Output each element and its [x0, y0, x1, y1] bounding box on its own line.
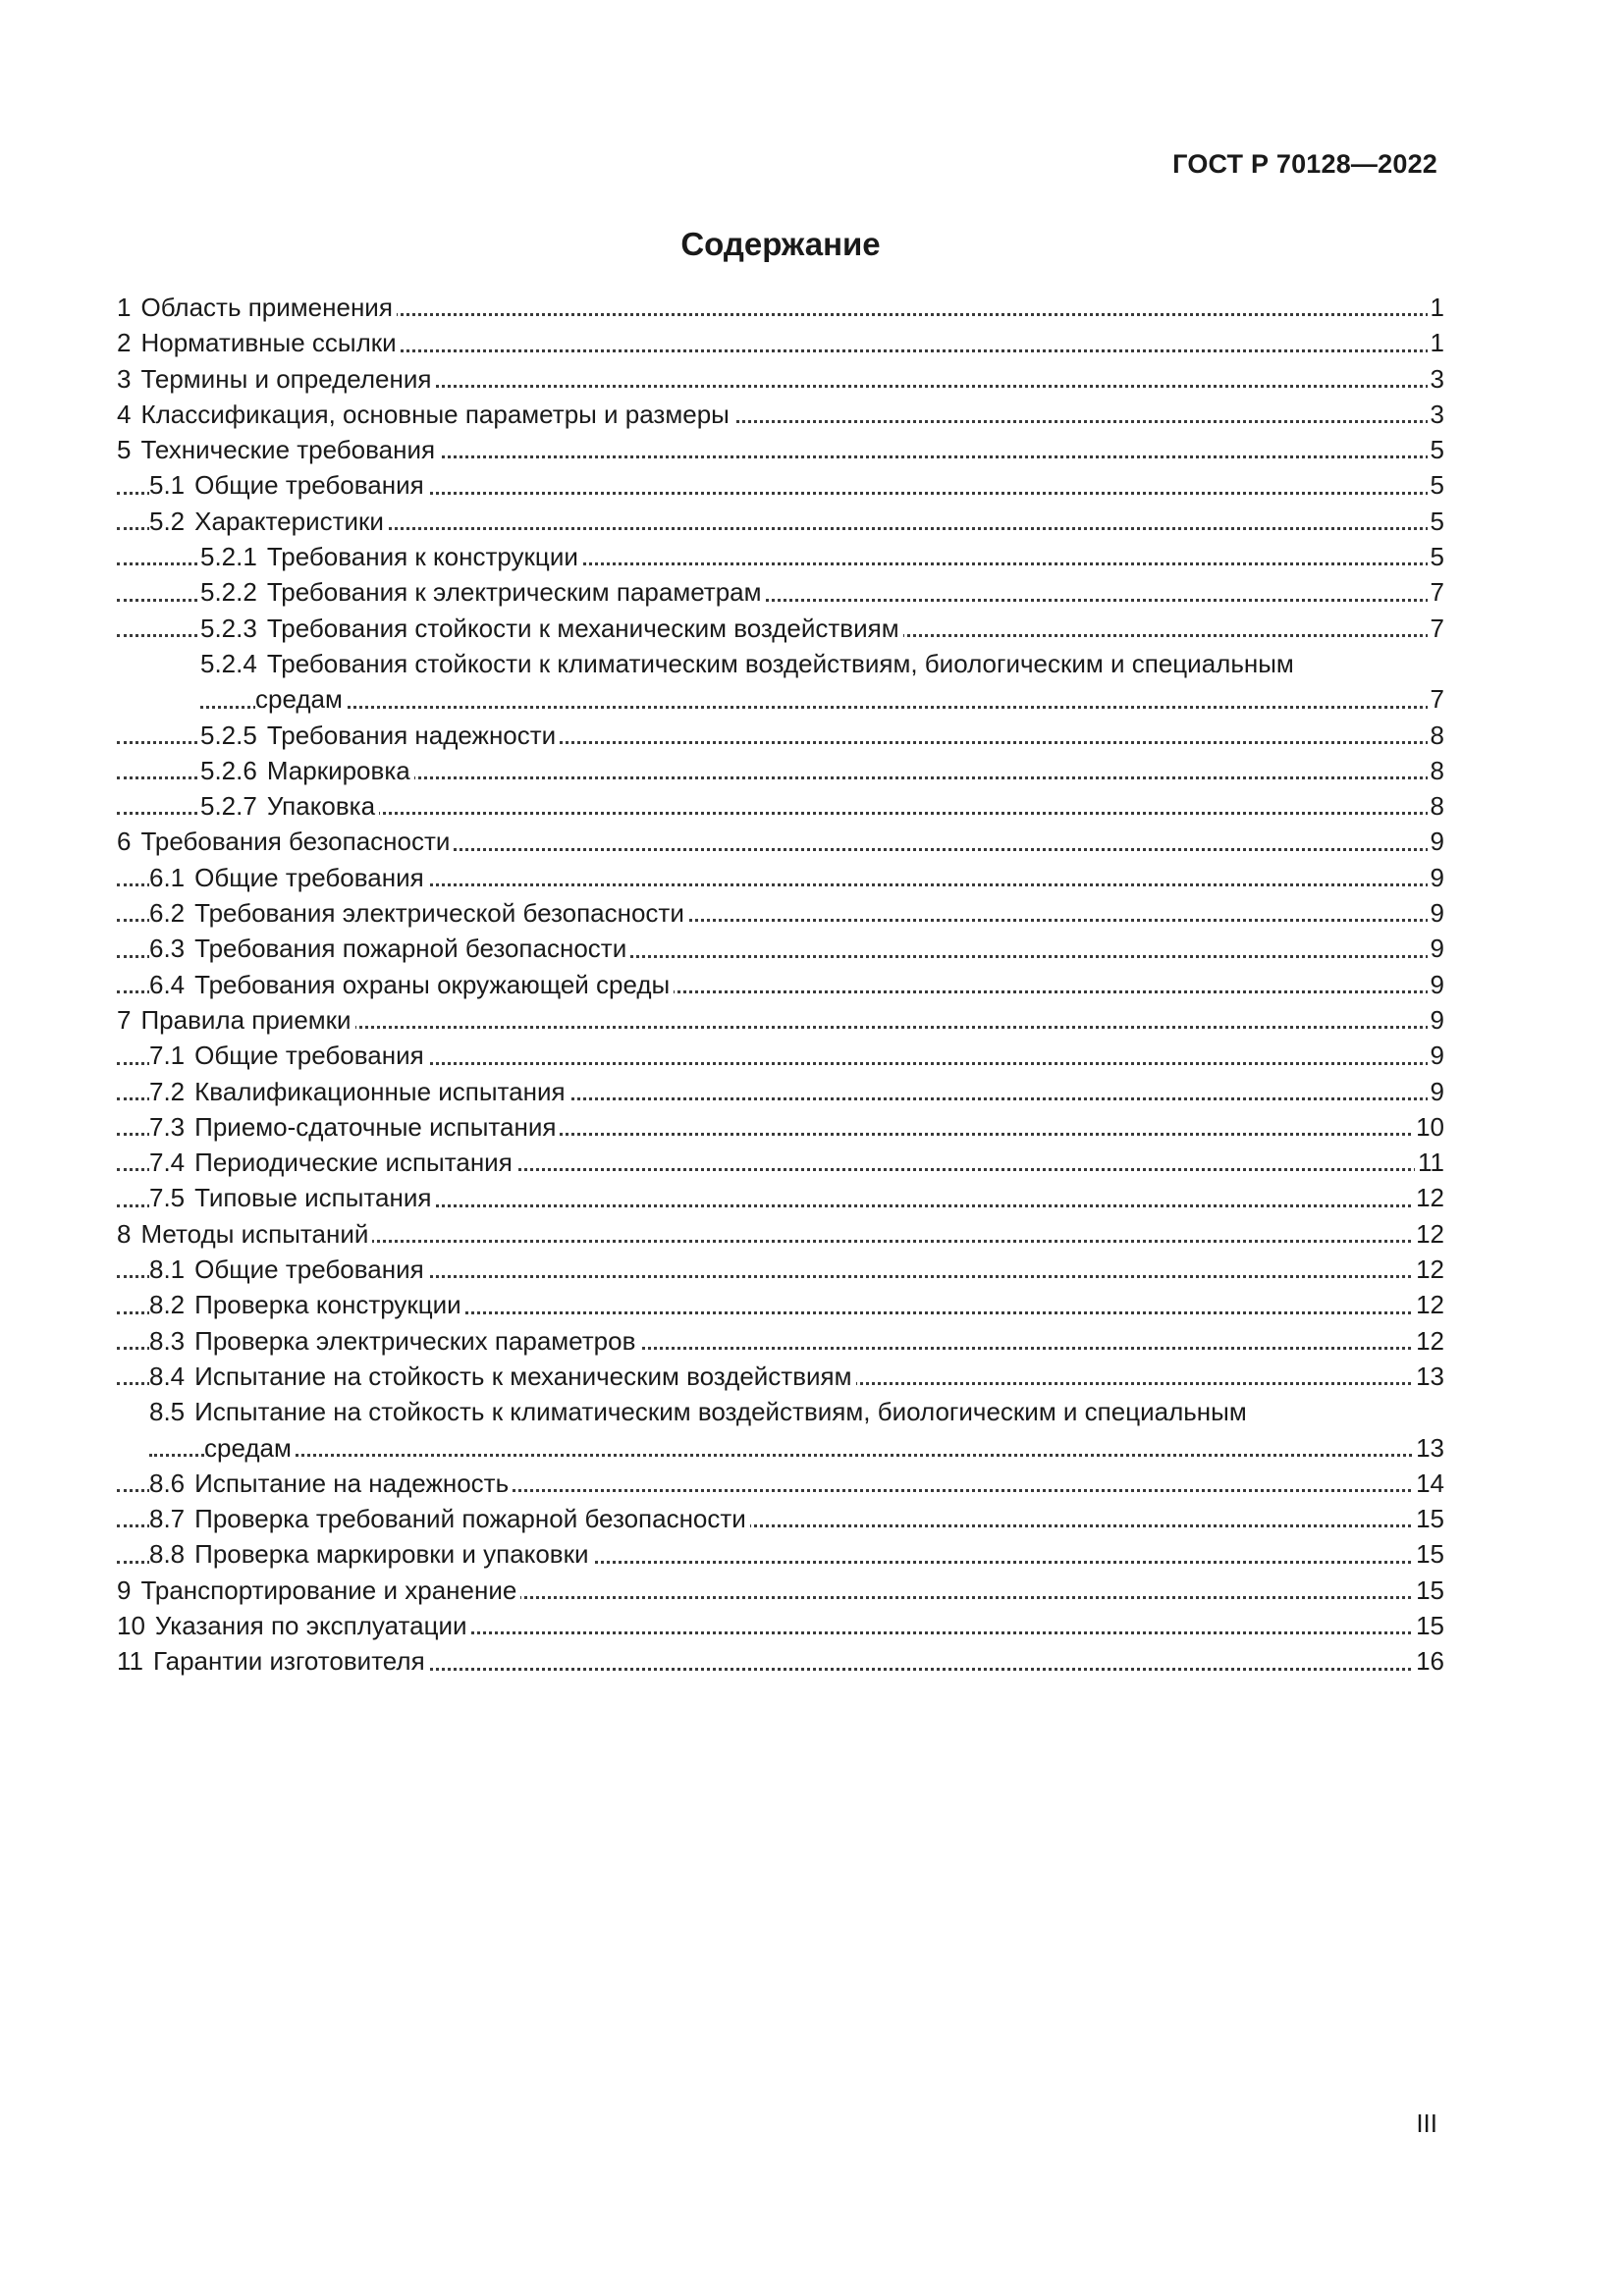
toc-entry[interactable] [117, 1536, 1444, 1572]
toc-entry[interactable] [117, 718, 1444, 753]
toc-entry-title: Правила приемки [140, 1004, 352, 1035]
toc-entry[interactable] [117, 788, 1444, 824]
toc-entry[interactable] [117, 646, 1444, 718]
toc-entry-number: 5.2.3 [200, 613, 257, 643]
toc-entry-page: 15 [1413, 1501, 1444, 1536]
toc-entry-number: 8.7 [149, 1504, 186, 1534]
toc-entry-page: 3 [1428, 361, 1444, 397]
toc-entry-title: Требования к электрическим параметрам [266, 577, 762, 608]
toc-entry-page: 7 [1428, 681, 1444, 717]
toc-entry-title: Испытание на стойкость к механическим воздействиям [194, 1361, 852, 1391]
toc-entry-title-continued: средам [204, 1433, 296, 1463]
toc-entry-title: Транспортирование и хранение [140, 1575, 517, 1605]
toc-entry-number: 4 [117, 399, 132, 429]
toc-entry-page: 12 [1413, 1180, 1444, 1215]
toc-entry-number: 5.2.2 [200, 577, 257, 608]
toc-entry-number: 8.8 [149, 1539, 186, 1570]
toc-entry-title: Проверка конструкции [194, 1290, 461, 1320]
toc-entry-number: 5 [117, 435, 132, 465]
toc-entry-title: Термины и определения [140, 363, 432, 394]
toc-entry-number: 6.4 [149, 969, 186, 999]
page-number: III [1416, 2109, 1437, 2138]
toc-entry-page: 8 [1428, 718, 1444, 753]
toc-entry[interactable] [117, 1287, 1444, 1322]
toc-entry-page: 9 [1428, 895, 1444, 931]
document-code: ГОСТ Р 70128—2022 [1172, 149, 1437, 179]
toc-entry-number: 8.4 [149, 1361, 186, 1391]
toc-entry-page: 1 [1428, 325, 1444, 360]
toc-entry-number: 5.2.7 [200, 791, 257, 822]
toc-entry-title: Область применения [140, 293, 393, 322]
toc-entry-number: 11 [117, 1646, 143, 1677]
toc-entry[interactable] [117, 1608, 1444, 1643]
toc-entry[interactable] [117, 1501, 1444, 1536]
toc-entry-title: Проверка электрических параметров [194, 1325, 636, 1356]
toc-entry-page: 12 [1413, 1323, 1444, 1359]
toc-entry-number: 6.1 [149, 862, 186, 892]
toc-entry[interactable] [117, 504, 1444, 539]
toc-title: Содержание [680, 226, 881, 262]
toc-entry-number: 7.1 [149, 1041, 186, 1071]
toc-entry-title: Общие требования [194, 470, 424, 501]
toc-entry[interactable] [117, 967, 1444, 1002]
toc-entry-number: 7 [117, 1004, 132, 1035]
toc-entry-title: Испытание на стойкость к климатическим воздействиям, биологическим и специальным [194, 1397, 1247, 1427]
toc-entry-title: Требования стойкости к механическим воздействиям [266, 613, 899, 643]
toc-entry-number: 1 [117, 293, 132, 322]
toc-entry-number: 8.3 [149, 1325, 186, 1356]
toc-entry-number: 6 [117, 827, 132, 857]
toc-entry[interactable] [117, 467, 1444, 503]
toc-entry-page: 3 [1428, 397, 1444, 432]
toc-entry-page: 9 [1428, 1038, 1444, 1073]
toc-entry[interactable] [117, 1216, 1444, 1252]
toc-entry-page: 7 [1428, 611, 1444, 646]
toc-entry[interactable] [117, 1109, 1444, 1145]
toc-entry-page: 12 [1413, 1287, 1444, 1322]
toc-entry-title: Маркировка [266, 755, 410, 785]
toc-entry-title: Проверка маркировки и упаковки [194, 1539, 589, 1570]
toc-entry-title: Характеристики [194, 506, 384, 536]
toc-entry[interactable] [117, 1643, 1444, 1679]
toc-entry-title: Классификация, основные параметры и размеры [140, 399, 730, 429]
toc-entry-page: 9 [1428, 1002, 1444, 1038]
toc-entry-page: 5 [1428, 504, 1444, 539]
toc-entry-page: 15 [1413, 1608, 1444, 1643]
toc-entry-title: Упаковка [266, 791, 376, 822]
toc-entry-title: Общие требования [194, 1255, 424, 1285]
toc-entry-title: Указания по эксплуатации [154, 1610, 467, 1640]
toc-entry[interactable] [117, 1466, 1444, 1501]
toc-entry-title: Требования пожарной безопасности [194, 934, 627, 964]
toc-entry-page: 8 [1428, 753, 1444, 788]
toc-entry-number: 3 [117, 363, 132, 394]
toc-entry-title: Квалификационные испытания [194, 1076, 566, 1106]
toc-entry[interactable] [117, 611, 1444, 646]
toc-entry-page: 12 [1413, 1252, 1444, 1287]
toc-entry-title: Требования электрической безопасности [194, 898, 684, 929]
toc-entry-number: 5.2.5 [200, 720, 257, 750]
toc-entry-page: 9 [1428, 967, 1444, 1002]
toc-entry-page: 5 [1428, 539, 1444, 574]
toc-entry-number: 7.4 [149, 1148, 186, 1178]
toc-entry-page: 12 [1413, 1216, 1444, 1252]
toc-entry[interactable] [117, 325, 1444, 360]
toc-entry[interactable] [117, 290, 1444, 325]
toc-entry-title: Приемо-сдаточные испытания [194, 1111, 557, 1142]
toc-entry-title: Требования к конструкции [266, 542, 578, 572]
toc-entry-number: 8.2 [149, 1290, 186, 1320]
toc-entry-title: Требования надежности [266, 720, 557, 750]
toc-entry-number: 8.1 [149, 1255, 186, 1285]
toc-entry-page: 14 [1413, 1466, 1444, 1501]
toc-entry-title: Общие требования [194, 862, 424, 892]
table-of-contents [117, 290, 1444, 1680]
toc-entry[interactable] [117, 539, 1444, 574]
toc-entry-page: 8 [1428, 788, 1444, 824]
toc-entry[interactable] [117, 1180, 1444, 1215]
toc-entry[interactable] [117, 753, 1444, 788]
toc-entry-number: 8 [117, 1218, 132, 1249]
toc-entry-page: 5 [1428, 432, 1444, 467]
toc-entry-title: Общие требования [194, 1041, 424, 1071]
toc-entry-number: 8.5 [149, 1397, 186, 1427]
toc-entry-number: 5.2 [149, 506, 186, 536]
toc-entry-page: 11 [1415, 1145, 1444, 1180]
toc-entry-page: 9 [1428, 931, 1444, 966]
toc-entry-title: Проверка требований пожарной безопасности [194, 1504, 746, 1534]
toc-entry-title: Требования безопасности [140, 827, 451, 857]
toc-entry-title: Нормативные ссылки [140, 328, 397, 358]
toc-entry-page: 9 [1428, 860, 1444, 895]
toc-entry[interactable] [117, 1252, 1444, 1287]
toc-entry-page: 16 [1413, 1643, 1444, 1679]
toc-entry[interactable] [117, 1145, 1444, 1180]
toc-entry-title: Типовые испытания [194, 1183, 432, 1213]
toc-entry-title: Требования стойкости к климатическим воздействиям, биологическим и специальным [266, 648, 1294, 678]
toc-entry-page: 9 [1428, 1074, 1444, 1109]
toc-entry-number: 5.2.1 [200, 542, 257, 572]
toc-entry[interactable] [117, 895, 1444, 931]
toc-entry-title: Периодические испытания [194, 1148, 513, 1178]
toc-entry-number: 5.2.6 [200, 755, 257, 785]
toc-entry[interactable] [117, 1002, 1444, 1038]
toc-entry-page: 9 [1428, 824, 1444, 859]
toc-entry-page: 5 [1428, 467, 1444, 503]
toc-entry-number: 6.3 [149, 934, 186, 964]
toc-entry-number: 7.2 [149, 1076, 186, 1106]
toc-entry-page: 13 [1413, 1430, 1444, 1466]
toc-entry-number: 5.2.4 [200, 648, 257, 678]
toc-entry[interactable] [117, 1323, 1444, 1359]
toc-entry-title: Требования охраны окружающей среды [194, 969, 671, 999]
toc-entry[interactable] [117, 361, 1444, 397]
toc-entry[interactable] [117, 1074, 1444, 1109]
toc-entry[interactable] [117, 574, 1444, 610]
toc-entry-number: 7.5 [149, 1183, 186, 1213]
toc-entry-page: 7 [1428, 574, 1444, 610]
toc-entry-title: Гарантии изготовителя [153, 1646, 425, 1677]
toc-entry[interactable] [117, 1394, 1444, 1466]
toc-entry-page: 1 [1428, 290, 1444, 325]
toc-entry-title: Технические требования [140, 435, 436, 465]
toc-entry[interactable] [117, 860, 1444, 895]
toc-entry-title: Испытание на надежность [194, 1468, 510, 1498]
toc-entry[interactable] [117, 1573, 1444, 1608]
toc-entry-number: 7.3 [149, 1111, 186, 1142]
toc-entry-number: 6.2 [149, 898, 186, 929]
toc-entry-title: Методы испытаний [140, 1218, 369, 1249]
toc-entry[interactable] [117, 1038, 1444, 1073]
toc-entry-number: 10 [117, 1610, 145, 1640]
toc-entry[interactable] [117, 931, 1444, 966]
toc-entry[interactable] [117, 397, 1444, 432]
toc-entry[interactable] [117, 1359, 1444, 1394]
toc-entry[interactable] [117, 432, 1444, 467]
toc-entry-page: 13 [1413, 1359, 1444, 1394]
toc-entry-number: 8.6 [149, 1468, 186, 1498]
toc-entry[interactable] [117, 824, 1444, 859]
toc-entry-page: 15 [1413, 1536, 1444, 1572]
toc-entry-page: 10 [1413, 1109, 1444, 1145]
toc-entry-number: 5.1 [149, 470, 186, 501]
toc-entry-title-continued: средам [255, 684, 347, 714]
toc-entry-number: 9 [117, 1575, 132, 1605]
toc-entry-number: 2 [117, 328, 132, 358]
toc-entry-page: 15 [1413, 1573, 1444, 1608]
